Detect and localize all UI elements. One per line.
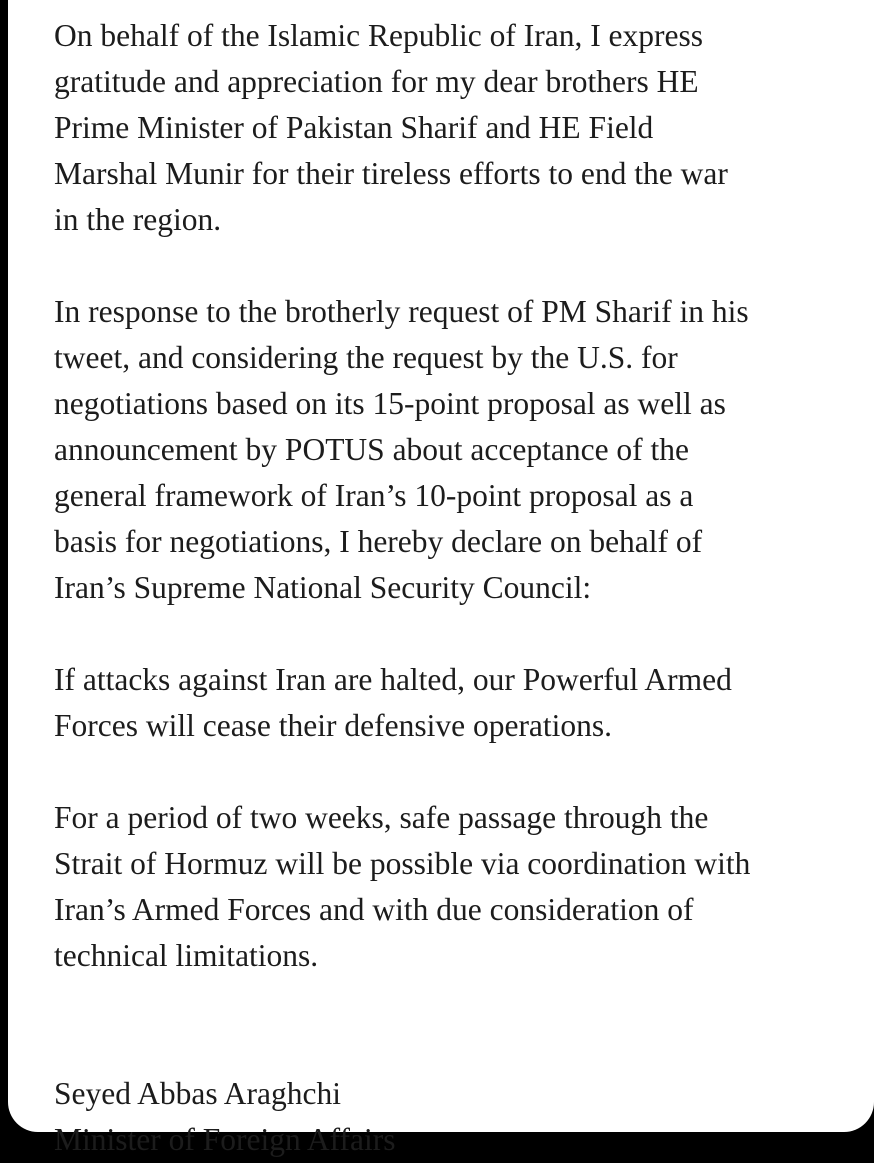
text-line: For a period of two weeks, safe passage through the	[54, 800, 709, 835]
text-line: Strait of Hormuz will be possible via coordination with	[54, 846, 751, 881]
text-line: technical limitations.	[54, 938, 319, 973]
text-line: tweet, and considering the request by the U.S. for	[54, 340, 678, 375]
signatory-name: Seyed Abbas Araghchi	[54, 1076, 341, 1111]
paragraph-hormuz	[54, 795, 854, 979]
text-line: announcement by POTUS about acceptance of the	[54, 432, 690, 467]
text-line: gratitude and appreciation for my dear brothers HE	[54, 64, 699, 99]
signatory-title: Minister of Foreign Affairs	[54, 1122, 396, 1157]
paragraph-declaration	[54, 289, 854, 611]
statement-text	[54, 13, 854, 1163]
text-line: Iran’s Armed Forces and with due consideration of	[54, 892, 694, 927]
text-line: Marshal Munir for their tireless efforts to end the war	[54, 156, 728, 191]
text-line: Prime Minister of Pakistan Sharif and HE Field	[54, 110, 654, 145]
signature-block	[54, 1071, 854, 1163]
text-line: general framework of Iran’s 10-point proposal as a	[54, 478, 694, 513]
text-line: basis for negotiations, I hereby declare on behalf of	[54, 524, 703, 559]
text-line: negotiations based on its 15-point proposal as well as	[54, 386, 726, 421]
paragraph-ceasefire	[54, 657, 854, 749]
text-line: On behalf of the Islamic Republic of Iran, I express	[54, 18, 704, 53]
text-line: Iran’s Supreme National Security Council:	[54, 570, 592, 605]
paragraph-gratitude	[54, 13, 854, 243]
text-line: In response to the brotherly request of PM Sharif in his	[54, 294, 749, 329]
text-line: Forces will cease their defensive operations.	[54, 708, 613, 743]
statement-card	[8, 0, 874, 1157]
text-line: If attacks against Iran are halted, our Powerful Armed	[54, 662, 732, 697]
text-line: in the region.	[54, 202, 222, 237]
